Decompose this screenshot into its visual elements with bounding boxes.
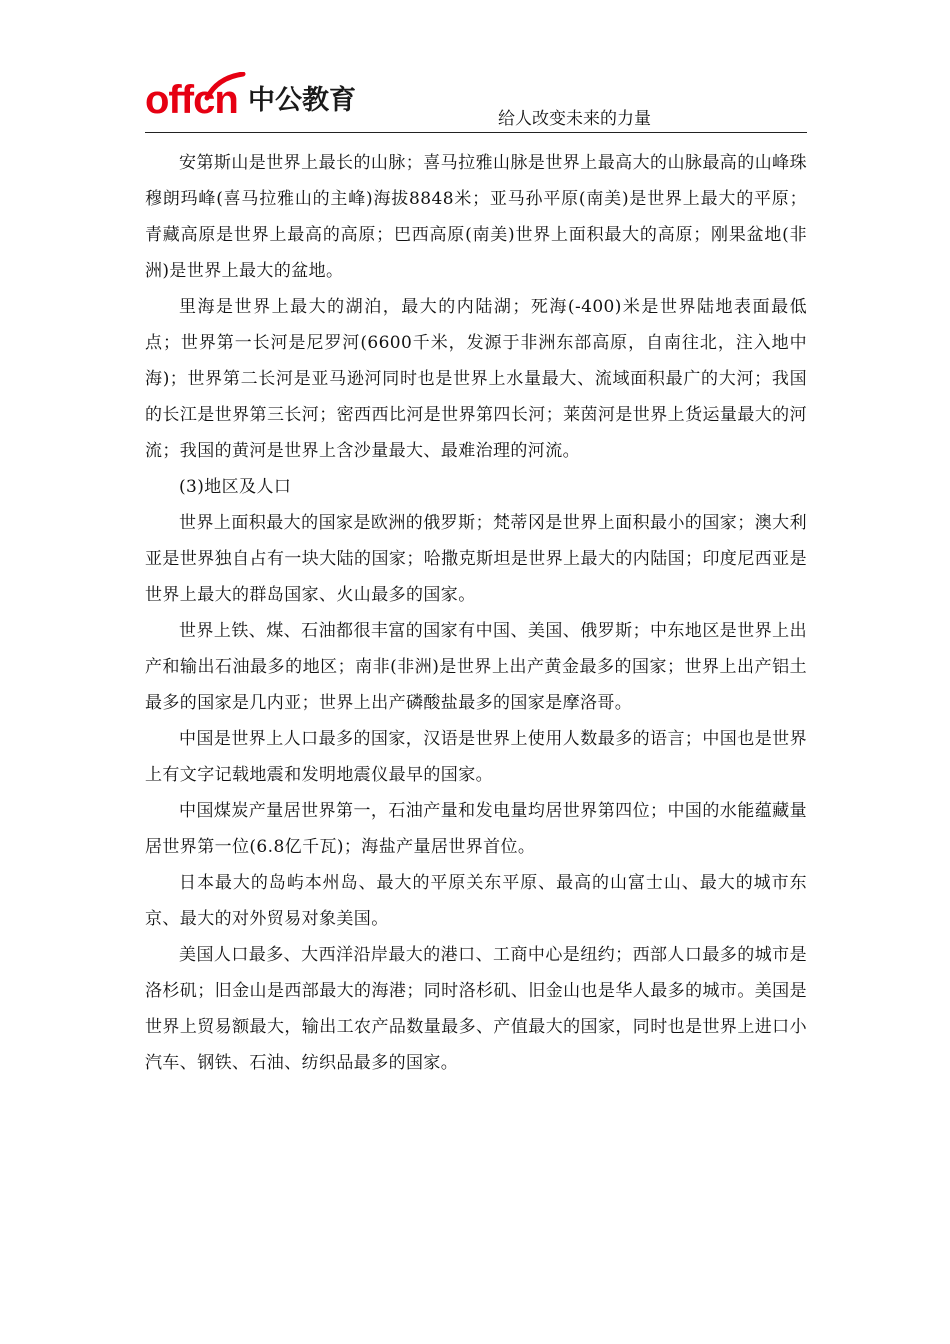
offcn-logo — [145, 76, 360, 128]
paragraph-china-energy: 中国煤炭产量居世界第一，石油产量和发电量均居世界第四位；中国的水能蕴藏量居世界第一位(6.8亿千瓦)；海盐产量居世界首位。 — [145, 801, 807, 857]
header-divider — [145, 132, 807, 133]
paragraph-lakes-rivers: 里海是世界上最大的湖泊，最大的内陆湖；死海(-400)米是世界陆地表面最低点；世界第一长河是尼罗河(6600千米，发源于非洲东部高原，自南往北，注入地中海)；世界第二长河是亚马逊河同时也是世界上水量最大、流域面积最广的大河；我国的长江是世界第三长河；密西西比河是世界第四长河；莱茵河是世界上货运量最大的河流；我国的黄河是世界上含沙量最大、最难治理的河流。 — [145, 297, 807, 461]
paragraph-resources: 世界上铁、煤、石油都很丰富的国家有中国、美国、俄罗斯；中东地区是世界上出产和输出石油最多的地区；南非(非洲)是世界上出产黄金最多的国家；世界上出产铝土最多的国家是几内亚；世界上出产磷酸盐最多的国家是摩洛哥。 — [145, 621, 807, 713]
logo-chinese-name: 中公教育 — [248, 85, 356, 116]
paragraph-china-population: 中国是世界上人口最多的国家，汉语是世界上使用人数最多的语言；中国也是世界上有文字记载地震和发明地震仪最早的国家。 — [145, 729, 807, 785]
header-slogan: 给人改变未来的力量 — [498, 109, 651, 129]
paragraph-mountains: 安第斯山是世界上最长的山脉；喜马拉雅山脉是世界上最高大的山脉最高的山峰珠穆朗玛峰(喜马拉雅山的主峰)海拔8848米；亚马孙平原(南美)是世界上最大的平原；青藏高原是世界上最高的高原；巴西高原(南美)世界上面积最大的高原；刚果盆地(非洲)是世界上最大的盆地。 — [145, 153, 807, 281]
paragraph-usa: 美国人口最多、大西洋沿岸最大的港口、工商中心是纽约；西部人口最多的城市是洛杉矶；旧金山是西部最大的海港；同时洛杉矶、旧金山也是华人最多的城市。美国是世界上贸易额最大，输出工农产品数量最多、产值最大的国家，同时也是世界上进口小汽车、钢铁、石油、纺织品最多的国家。 — [145, 945, 807, 1073]
logo-wordmark: offcn — [145, 78, 238, 122]
document-body — [145, 145, 807, 1081]
logo-swoosh-icon — [203, 72, 247, 102]
paragraph-japan: 日本最大的岛屿本州岛、最大的平原关东平原、最高的山富士山、最大的城市东京、最大的对外贸易对象美国。 — [145, 873, 807, 929]
page-header — [145, 70, 807, 134]
section-heading-regions-population: (3)地区及人口 — [179, 477, 292, 497]
paragraph-countries-area: 世界上面积最大的国家是欧洲的俄罗斯；梵蒂冈是世界上面积最小的国家；澳大利亚是世界独自占有一块大陆的国家；哈撒克斯坦是世界上最大的内陆国；印度尼西亚是世界上最大的群岛国家、火山最多的国家。 — [145, 513, 807, 605]
